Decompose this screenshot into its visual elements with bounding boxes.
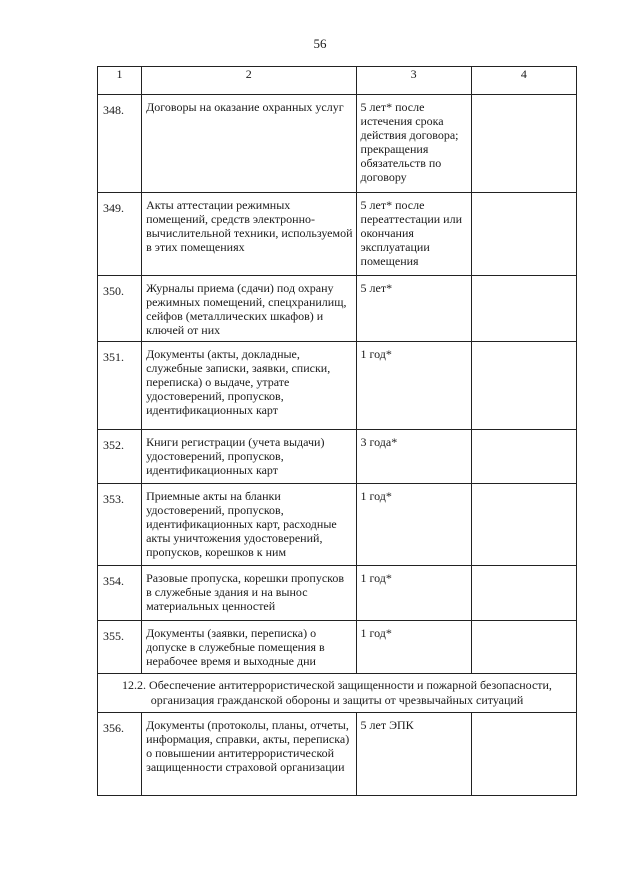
row-number: 355. [98, 621, 142, 674]
row-number: 350. [98, 276, 142, 342]
row-retention-term: 1 год* [356, 342, 471, 430]
row-document-type: Документы (протоколы, планы, отчеты, информация, справки, акты, переписка) о повышении антитеррористической защищенности страховой организации [142, 713, 356, 796]
row-number: 351. [98, 342, 142, 430]
row-note [471, 484, 576, 566]
row-note [471, 430, 576, 484]
row-retention-term: 3 года* [356, 430, 471, 484]
row-retention-term: 5 лет* после истечения срока действия договора; прекращения обязательств по договору [356, 95, 471, 193]
row-document-type: Документы (акты, докладные, служебные записки, заявки, списки, переписка) о выдаче, утрате удостоверений, пропусков, идентификационных карт [142, 342, 356, 430]
row-number: 352. [98, 430, 142, 484]
row-number: 356. [98, 713, 142, 796]
row-retention-term: 1 год* [356, 566, 471, 621]
row-number: 349. [98, 193, 142, 276]
section-heading [98, 674, 577, 713]
table-row [98, 713, 577, 796]
row-number: 354. [98, 566, 142, 621]
table-row [98, 276, 577, 342]
row-retention-term: 1 год* [356, 484, 471, 566]
header-col-2: 2 [142, 67, 356, 95]
row-note [471, 566, 576, 621]
table-header-row [98, 67, 577, 95]
table-row [98, 193, 577, 276]
table-row [98, 95, 577, 193]
section-heading-row [98, 674, 577, 713]
row-note [471, 276, 576, 342]
page-number: 56 [313, 36, 327, 51]
row-document-type: Книги регистрации (учета выдачи) удостоверений, пропусков, идентификационных карт [142, 430, 356, 484]
section-heading-line-1: 12.2. Обеспечение антитеррористической защищенности и пожарной безопасности, [122, 678, 552, 692]
table-row [98, 342, 577, 430]
row-note [471, 621, 576, 674]
row-number: 348. [98, 95, 142, 193]
row-retention-term: 1 год* [356, 621, 471, 674]
table-row [98, 566, 577, 621]
row-document-type: Разовые пропуска, корешки пропусков в служебные здания и на вынос материальных ценностей [142, 566, 356, 621]
row-note [471, 713, 576, 796]
table-row [98, 621, 577, 674]
row-document-type: Приемные акты на бланки удостоверений, пропусков, идентификационных карт, расходные акты уничтожения удостоверений, пропусков, корешков к ним [142, 484, 356, 566]
table-row [98, 430, 577, 484]
table-row [98, 484, 577, 566]
row-note [471, 95, 576, 193]
row-document-type: Акты аттестации режимных помещений, средств электронно-вычислительной техники, используемой в этих помещениях [142, 193, 356, 276]
row-retention-term: 5 лет* после переаттестации или окончания эксплуатации помещения [356, 193, 471, 276]
row-note [471, 193, 576, 276]
row-retention-term: 5 лет* [356, 276, 471, 342]
row-retention-term: 5 лет ЭПК [356, 713, 471, 796]
row-document-type: Документы (заявки, переписка) о допуске в служебные помещения в нерабочее время и выходные дни [142, 621, 356, 674]
row-document-type: Договоры на оказание охранных услуг [142, 95, 356, 193]
header-col-4: 4 [471, 67, 576, 95]
row-note [471, 342, 576, 430]
header-col-3: 3 [356, 67, 471, 95]
retention-table [97, 66, 577, 796]
row-number: 353. [98, 484, 142, 566]
header-col-1: 1 [98, 67, 142, 95]
section-heading-line-2: организация гражданской обороны и защиты от чрезвычайных ситуаций [150, 693, 524, 707]
row-document-type: Журналы приема (сдачи) под охрану режимных помещений, спецхранилищ, сейфов (металлических шкафов) и ключей от них [142, 276, 356, 342]
